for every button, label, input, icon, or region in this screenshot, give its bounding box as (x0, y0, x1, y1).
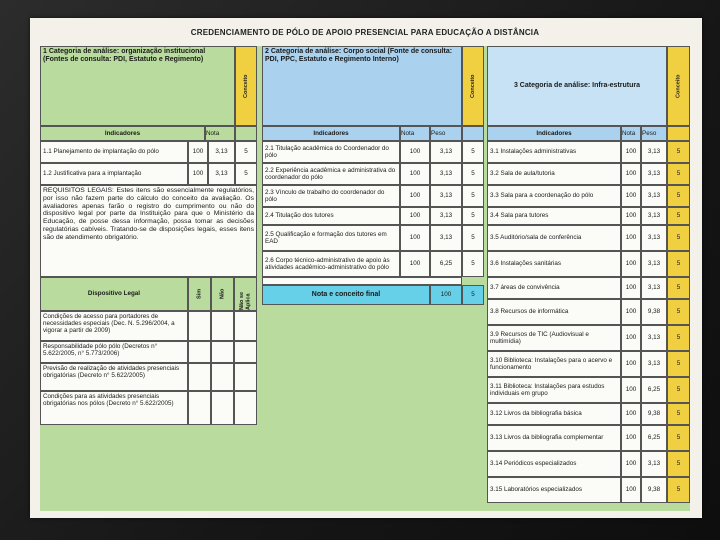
cat1-row-nota: 100 (188, 141, 208, 163)
cat3-row-peso: 3,13 (641, 325, 667, 351)
legal-row-text: Condições de acesso para portadores de necessidades especiais (Dec. N. 5.296/2004, a vigorar a partir de 2009) (40, 311, 188, 341)
legal-row-nao (211, 311, 234, 341)
document-title: CREDENCIAMENTO DE PÓLO DE APOIO PRESENCIAL PARA EDUCAÇÃO A DISTÂNCIA (190, 28, 540, 37)
legal-row-sim (188, 391, 211, 425)
cat1-row-peso: 3,13 (208, 141, 235, 163)
cat3-row-conceito: 5 (667, 425, 690, 451)
cat3-row-conceito: 5 (667, 277, 690, 299)
cat3-row-conceito: 5 (667, 185, 690, 207)
cat3-row-indicador: 3.15 Laboratórios especializados (487, 477, 621, 503)
requisitos-legais: REQUISITOS LEGAIS: Estes itens são essencialmente regulatórios, por isso não fazem parte do cálculo do conceito da avaliação. Os avaliadores apenas farão o registro do cumprimento ou não do dispositivo legal por parte da Instituição para que o Ministério da Educação, de posse dessa informação, possa tomar as decisões regulatórias cabíveis. Tratando-se de disposições legais, esses itens são de atendimento obrigatório. (40, 185, 257, 277)
legal-col-nao: Não (211, 277, 234, 311)
cat2-row-conceito: 5 (462, 225, 484, 251)
cat3-row-peso: 6,25 (641, 425, 667, 451)
cat2-row-indicador: 2.2 Experiência acadêmica e administrativa do coordenador do pólo (262, 163, 400, 185)
cat2-row-conceito: 5 (462, 207, 484, 225)
legal-row-nao (211, 341, 234, 363)
cat1-heading: 1 Categoria de análise: organização institucional (Fontes de consulta: PDI, Estatuto e Regimento) (40, 46, 235, 126)
table-area (40, 46, 690, 511)
cat1-row-indicador: 1.1 Planejamento de implantação do pólo (40, 141, 188, 163)
cat2-row-indicador: 2.3 Vínculo de trabalho do coordenador do pólo (262, 185, 400, 207)
cat2-row-indicador: 2.1 Titulação acadêmica do Coordenador do pólo (262, 141, 400, 163)
cat1-col-nota: Nota (205, 126, 235, 141)
scanned-document (30, 18, 702, 518)
cat2-row-conceito: 5 (462, 251, 484, 277)
cat3-row-nota: 100 (621, 163, 641, 185)
legal-row-nao (211, 363, 234, 391)
legal-row-text: Responsabilidade pólo pólo (Decretos n° 5.622/2005, n° 5.773/2006) (40, 341, 188, 363)
cat3-row-peso: 9,38 (641, 299, 667, 325)
cat3-row-conceito: 5 (667, 225, 690, 251)
cat3-row-nota: 100 (621, 251, 641, 277)
cat3-row-indicador: 3.9 Recursos de TIC (Audiovisual e multimídia) (487, 325, 621, 351)
cat3-row-indicador: 3.3 Sala para a coordenação do pólo (487, 185, 621, 207)
cat3-row-indicador: 3.12 Livros da bibliografia básica (487, 403, 621, 425)
cat2-row-peso: 3,13 (430, 207, 462, 225)
legal-row-sim (188, 311, 211, 341)
cat1-row-conceito: 5 (235, 141, 257, 163)
cat3-row-indicador: 3.14 Periódicos especializados (487, 451, 621, 477)
cat3-row-nota: 100 (621, 141, 641, 163)
cat3-row-indicador: 3.11 Biblioteca: Instalações para estudos individuais em grupo (487, 377, 621, 403)
cat3-conceito-header: Conceito (667, 46, 690, 126)
legal-row-nao-aplica (234, 341, 257, 363)
cat3-row-peso: 3,13 (641, 251, 667, 277)
cat3-row-conceito: 5 (667, 377, 690, 403)
cat3-row-conceito: 5 (667, 141, 690, 163)
cat2-row-nota: 100 (400, 163, 430, 185)
cat3-col-nota: Nota (621, 126, 641, 141)
cat1-conceito-header: Conceito (235, 46, 257, 126)
cat3-row-nota: 100 (621, 377, 641, 403)
cat3-row-peso: 9,38 (641, 403, 667, 425)
cat2-row-peso: 6,25 (430, 251, 462, 277)
cat3-row-conceito: 5 (667, 451, 690, 477)
cat3-row-indicador: 3.7 áreas de convivência (487, 277, 621, 299)
legal-col-nao-aplica: Não se Aplica (234, 277, 257, 311)
cat3-row-conceito: 5 (667, 251, 690, 277)
cat2-row-nota: 100 (400, 207, 430, 225)
cat1-row-nota: 100 (188, 163, 208, 185)
legal-row-sim (188, 341, 211, 363)
cat3-row-peso: 3,13 (641, 277, 667, 299)
cat3-row-nota: 100 (621, 299, 641, 325)
cat3-heading: 3 Categoria de análise: Infra-estrutura (487, 46, 667, 126)
cat2-col-nota: Nota (400, 126, 430, 141)
cat3-row-nota: 100 (621, 277, 641, 299)
cat3-row-conceito: 5 (667, 163, 690, 185)
cat3-row-indicador: 3.8 Recursos de informática (487, 299, 621, 325)
legal-row-nao-aplica (234, 391, 257, 425)
cat2-row-peso: 3,13 (430, 163, 462, 185)
cat3-row-peso: 3,13 (641, 185, 667, 207)
cat3-row-indicador: 3.2 Sala de aula/tutoria (487, 163, 621, 185)
cat3-row-peso: 6,25 (641, 377, 667, 403)
cat2-col-indicadores: Indicadores (262, 126, 400, 141)
cat3-row-nota: 100 (621, 403, 641, 425)
cat3-row-nota: 100 (621, 185, 641, 207)
legal-row-nao (211, 391, 234, 425)
cat2-row-nota: 100 (400, 251, 430, 277)
cat3-row-conceito: 5 (667, 477, 690, 503)
cat3-col-indicadores: Indicadores (487, 126, 621, 141)
cat3-row-nota: 100 (621, 325, 641, 351)
cat3-row-peso: 3,13 (641, 141, 667, 163)
legal-row-text: Previsão de realização de atividades presenciais obrigatórias (Decreto n° 5.622/2005) (40, 363, 188, 391)
cat3-row-nota: 100 (621, 425, 641, 451)
cat3-row-indicador: 3.4 Sala para tutores (487, 207, 621, 225)
cat2-row-peso: 3,13 (430, 141, 462, 163)
legal-row-nao-aplica (234, 311, 257, 341)
cat2-row-conceito: 5 (462, 185, 484, 207)
cat2-row-nota: 100 (400, 141, 430, 163)
cat2-heading: 2 Categoria de análise: Corpo social (Fonte de consulta: PDI, PPC, Estatuto e Regimento Interno) (262, 46, 462, 126)
cat3-row-conceito: 5 (667, 325, 690, 351)
cat2-final-conceito: 5 (462, 285, 484, 305)
legal-col-dispositivo: Dispositivo Legal (40, 277, 188, 311)
cat2-row-indicador: 2.6 Corpo técnico-administrativo de apoio às atividades acadêmico-administrativo do pólo (262, 251, 400, 277)
cat3-row-conceito: 5 (667, 299, 690, 325)
cat3-row-conceito: 5 (667, 403, 690, 425)
cat3-row-peso: 9,38 (641, 477, 667, 503)
cat2-row-nota: 100 (400, 185, 430, 207)
cat2-row-peso: 3,13 (430, 225, 462, 251)
cat2-final-label: Nota e conceito final (262, 285, 430, 305)
cat3-col-blank (667, 126, 690, 141)
cat1-row-peso: 3,13 (208, 163, 235, 185)
cat2-spacer (262, 277, 462, 285)
cat3-row-indicador: 3.13 Livros da bibliografia complementar (487, 425, 621, 451)
cat2-row-conceito: 5 (462, 163, 484, 185)
cat3-row-nota: 100 (621, 351, 641, 377)
cat2-row-indicador: 2.5 Qualificação e formação dos tutores em EAD (262, 225, 400, 251)
cat3-row-peso: 3,13 (641, 207, 667, 225)
cat2-col-blank (462, 126, 484, 141)
cat3-row-nota: 100 (621, 451, 641, 477)
legal-col-sim: Sim (188, 277, 211, 311)
legal-row-text: Condições para as atividades presenciais obrigatórias nos pólos (Decreto n° 5.622/2005) (40, 391, 188, 425)
cat3-row-indicador: 3.5 Auditório/sala de conferência (487, 225, 621, 251)
legal-row-sim (188, 363, 211, 391)
cat2-col-peso: Peso (430, 126, 462, 141)
cat3-row-peso: 3,13 (641, 351, 667, 377)
cat2-row-peso: 3,13 (430, 185, 462, 207)
legal-row-nao-aplica (234, 363, 257, 391)
cat2-row-conceito: 5 (462, 141, 484, 163)
cat1-col-indicadores: Indicadores (40, 126, 205, 141)
cat3-row-indicador: 3.6 Instalações sanitárias (487, 251, 621, 277)
cat3-row-indicador: 3.1 Instalações administrativas (487, 141, 621, 163)
cat3-row-nota: 100 (621, 225, 641, 251)
cat3-row-indicador: 3.10 Biblioteca: Instalações para o acervo e funcionamento (487, 351, 621, 377)
cat1-row-indicador: 1.2 Justificativa para a implantação (40, 163, 188, 185)
cat1-col-blank (235, 126, 257, 141)
cat3-row-conceito: 5 (667, 351, 690, 377)
cat1-row-conceito: 5 (235, 163, 257, 185)
cat3-row-conceito: 5 (667, 207, 690, 225)
cat2-row-nota: 100 (400, 225, 430, 251)
cat2-conceito-header: Conceito (462, 46, 484, 126)
cat3-row-peso: 3,13 (641, 451, 667, 477)
cat2-final-nota: 100 (430, 285, 462, 305)
cat3-row-nota: 100 (621, 207, 641, 225)
cat3-row-nota: 100 (621, 477, 641, 503)
cat3-col-peso: Peso (641, 126, 667, 141)
cat3-row-peso: 3,13 (641, 225, 667, 251)
cat2-row-indicador: 2.4 Titulação dos tutores (262, 207, 400, 225)
cat3-row-peso: 3,13 (641, 163, 667, 185)
